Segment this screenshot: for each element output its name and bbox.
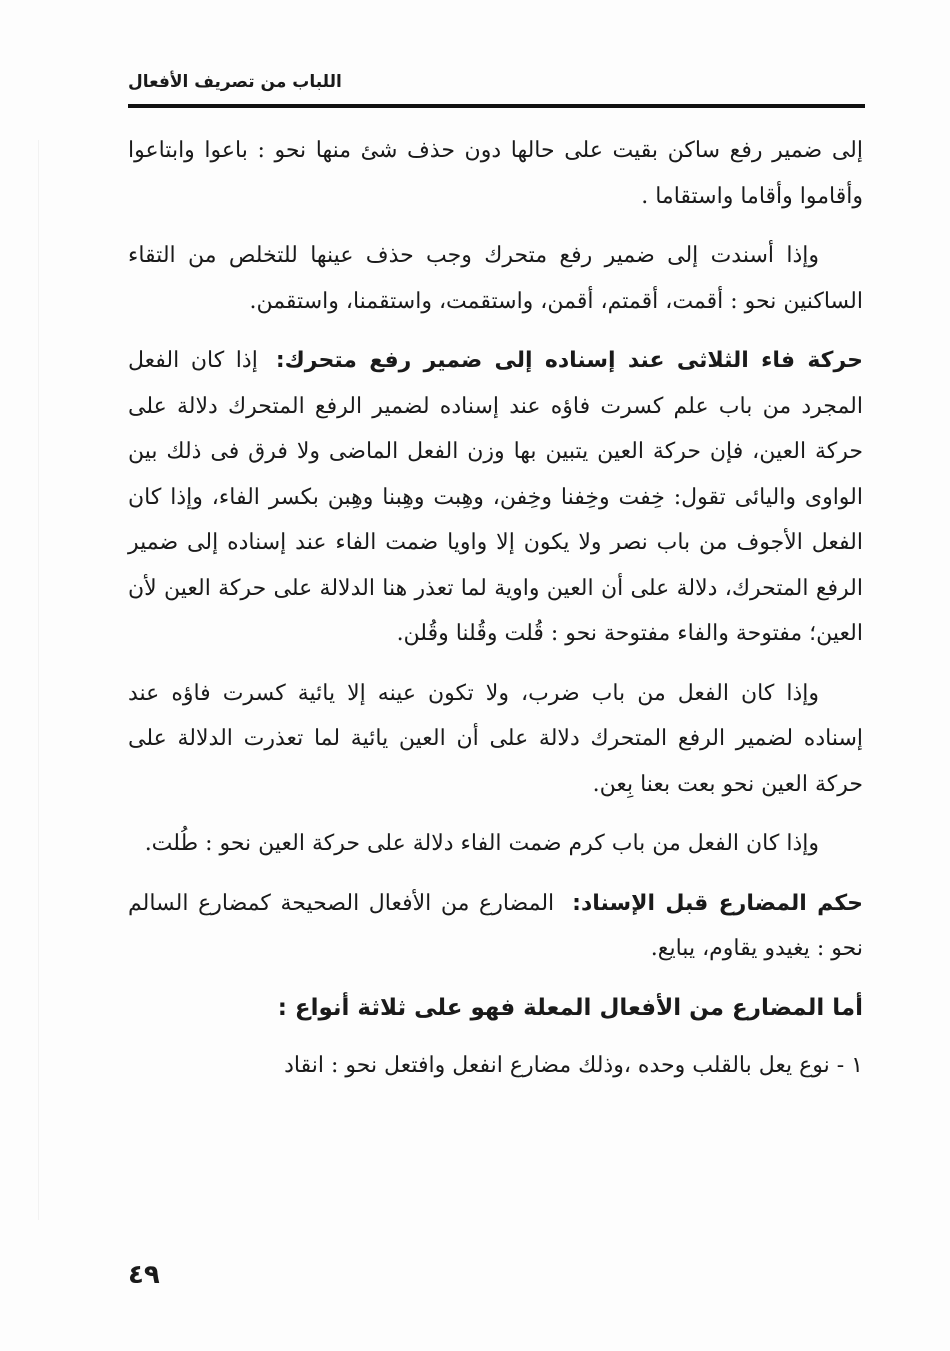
paragraph-1 — [128, 128, 863, 219]
paragraph-1-text: إلى ضمير رفع ساكن بقيت على حالها دون حذف شئ منها نحو : باعوا وابتاعوا وأقاموا وأقاما واستقاما . — [128, 138, 863, 209]
header-rule — [128, 104, 865, 108]
paragraph-5-text: وإذا كان الفعل من باب كرم ضمت الفاء دلالة على حركة العين نحو : طُلت. — [144, 831, 819, 856]
paragraph-6-text: المضارع من الأفعال الصحيحة كمضارع السالم نحو : يغيدو يقاوم، يبايع. — [128, 890, 863, 961]
run-in-heading-fa-movement: حركة فاء الثلاثى عند إسناده إلى ضمير رفع متحرك: — [275, 348, 864, 373]
section-title: أما المضارع من الأفعال المعلة فهو على ثلاثة أنواع : — [277, 994, 863, 1021]
run-in-heading-mudari: حكم المضارع قبل الإسناد: — [572, 890, 863, 916]
list-item-1-text: ١ - نوع يعل بالقلب وحده ،وذلك مضارع انفعل وافتعل نحو : انقاد — [284, 1053, 863, 1078]
body-text — [128, 128, 863, 1103]
paragraph-6 — [128, 881, 863, 972]
paragraph-3 — [128, 338, 863, 657]
page-number: ٤٩ — [128, 1260, 160, 1290]
list-item-1 — [128, 1043, 863, 1089]
paragraph-2 — [128, 233, 863, 324]
paragraph-5 — [128, 821, 863, 867]
running-header-title: اللباب من تصريف الأفعال — [128, 72, 342, 92]
paragraph-3-text: إذا كان الفعل المجرد من باب علم كسرت فاؤه عند إسناده لضمير الرفع المتحرك دلالة على حركة العين، فإن حركة العين يتبين بها وزن الفعل الماضى ولا فرق فى ذلك بين الواوى واليائى تقول: خِفت وخِفنا وخِفن، وهِبت وهِبنا وهِبن بكسر الفاء، وإذا كان الفعل الأجوف من باب نصر ولا يكون إلا واويا ضمت الفاء عند إسناده إلى ضمير الرفع المتحرك، دلالة على أن العين واوية لما تعذر هنا الدلالة على حركة العين لأن العين؛ مفتوحة والفاء مفتوحة نحو : قُلت وقُلنا وقُلن. — [128, 348, 863, 646]
paragraph-4-text: وإذا كان الفعل من باب ضرب، ولا تكون عينه إلا يائية كسرت فاؤه عند إسناده لضمير الرفع المتحرك دلالة على أن العين يائية لما تعذرت الدلالة على حركة العين نحو بعت بعنا بِعن. — [128, 680, 863, 797]
paragraph-4 — [128, 671, 863, 808]
paragraph-2-text: وإذا أسندت إلى ضمير رفع متحرك وجب حذف عينها للتخلص من التقاء الساكنين نحو : أقمت، أقمتم، أقمن، واستقمت، واستقمنا، واستقمن. — [128, 243, 863, 314]
scan-margin-shadow — [38, 140, 39, 1220]
